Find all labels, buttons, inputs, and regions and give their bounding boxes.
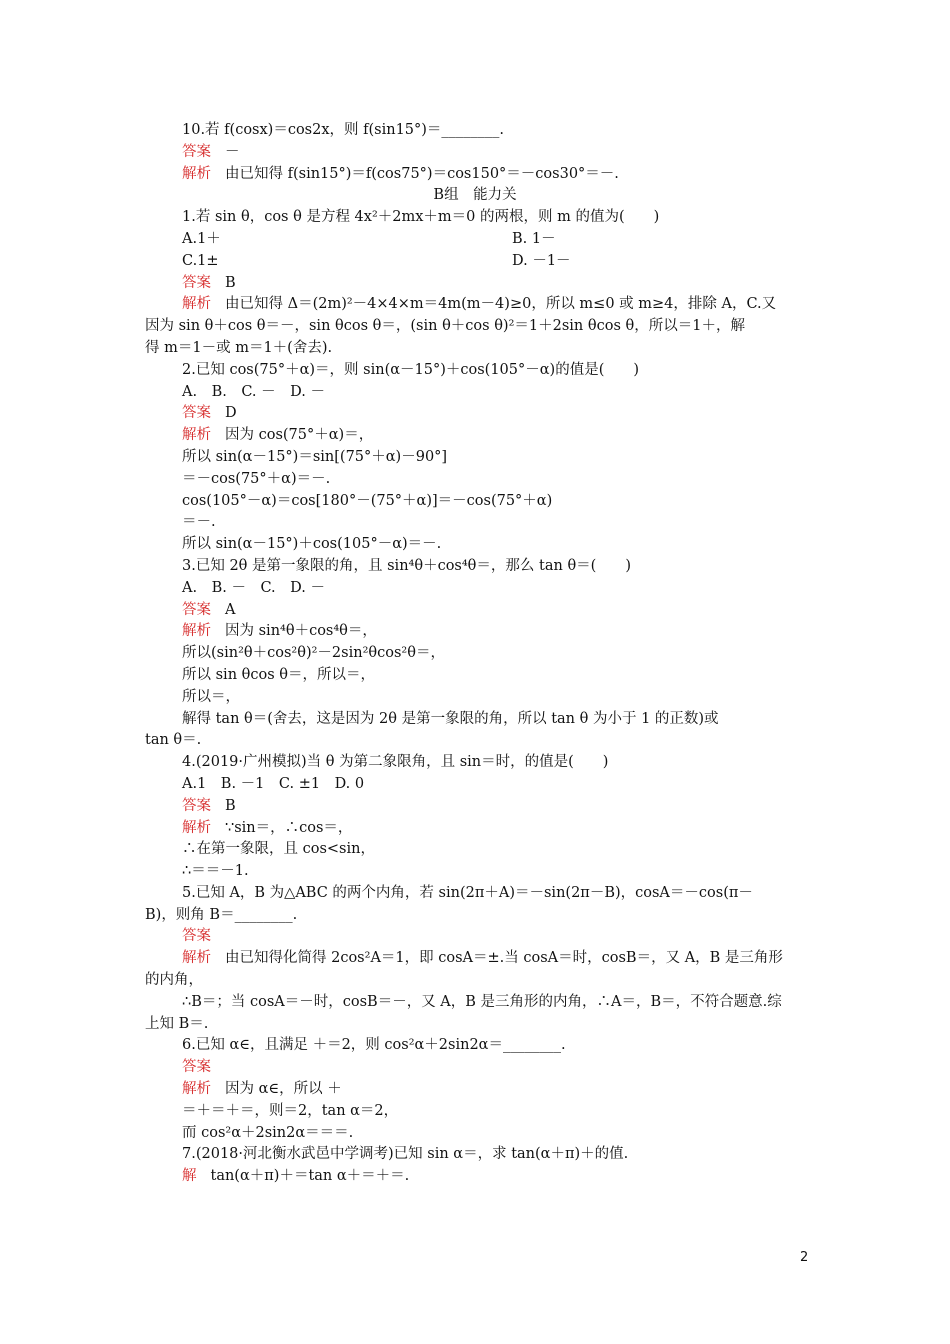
text-line: ＝＋＝＋＝，则＝2，tan α＝2，	[182, 1102, 399, 1119]
analysis-label: 解析	[182, 296, 211, 313]
text-line: 所以 sin θcos θ＝，所以＝，	[182, 666, 375, 683]
text-line: ∴＝＝－1.	[182, 863, 249, 880]
option-text: A.1＋	[182, 230, 221, 247]
analysis-line	[145, 1079, 805, 1101]
question-line: 4.(2019·广州模拟)当 θ 为第二象限角，且 sin＝时，的值是( )	[182, 754, 609, 771]
text-line: A. B. C. － D. －	[182, 383, 325, 400]
question-line: 6.已知 α∈，且满足 ＋＝2，则 cos²α＋2sin2α＝________.	[182, 1037, 566, 1054]
answer-line	[145, 273, 805, 295]
answer-label: 答案	[182, 405, 211, 422]
text-line: 所以 sin(α－15°)＝sin[(75°＋α)－90°]	[182, 448, 448, 465]
question-line: 2.已知 cos(75°＋α)＝，则 sin(α－15°)＋cos(105°－α)的值是( )	[182, 361, 640, 378]
text-line: 的内角，	[145, 972, 203, 989]
analysis-label: 解析	[182, 819, 211, 836]
line-text: D	[225, 405, 237, 422]
question-line: 7.(2018·河北衡水武邑中学调考)已知 sin α＝，求 tan(α＋π)＋的值.	[182, 1146, 629, 1163]
option-text: D. －1－	[512, 252, 571, 269]
option-row	[145, 251, 805, 273]
answer-label: 答案	[182, 274, 211, 291]
text-line: 所以＝，	[182, 688, 240, 705]
text-line: ＝－.	[182, 514, 216, 531]
line-text: 由已知得 f(sin15°)＝f(cos75°)＝cos150°＝－cos30°＝－.	[225, 165, 619, 182]
text-line: tan θ＝.	[145, 732, 202, 749]
answer-line	[145, 142, 805, 164]
line-text: －	[225, 143, 240, 160]
text-line: B)，则角 B＝________.	[145, 906, 298, 923]
answer-label: 答案	[182, 797, 211, 814]
line-text: 因为 cos(75°＋α)＝，	[225, 427, 374, 444]
line-text: 因为 α∈，所以 ＋	[225, 1081, 342, 1098]
analysis-label: 解析	[182, 1081, 211, 1098]
answer-label: 答案	[182, 1059, 211, 1076]
section-heading: B组 能力关	[433, 187, 517, 204]
analysis-label: 解	[182, 1168, 197, 1185]
text-line: 解得 tan θ＝(舍去，这是因为 2θ 是第一象限的角，所以 tan θ 为小于 1 的正数)或	[182, 710, 719, 727]
line-text: 因为 sin⁴θ＋cos⁴θ＝，	[225, 623, 377, 640]
analysis-label: 解析	[182, 950, 211, 967]
question-line: 5.已知 A，B 为△ABC 的两个内角，若 sin(2π＋A)＝－sin(2π－B)，cosA＝－cos(π－	[182, 884, 753, 901]
line-text: 由已知得化简得 2cos²A＝1，即 cosA＝±.当 cosA＝时，cosB＝，又 A，B 是三角形	[225, 950, 783, 967]
analysis-line	[145, 425, 805, 447]
line-text: B	[225, 797, 236, 814]
answer-label: 答案	[182, 143, 211, 160]
analysis-line	[145, 621, 805, 643]
text-line: ∴在第一象限，且 cos<sin，	[182, 841, 375, 858]
option-text: B. 1－	[512, 230, 556, 247]
option-text: C.1±	[182, 252, 219, 269]
analysis-line	[145, 1166, 805, 1188]
question-line: 10.若 f(cosx)＝cos2x，则 f(sin15°)＝________.	[182, 122, 505, 138]
page-number: 2	[800, 1250, 809, 1265]
page-content	[145, 120, 805, 1188]
text-line: 所以(sin²θ＋cos²θ)²－2sin²θcos²θ＝，	[182, 645, 445, 662]
answer-line	[145, 600, 805, 622]
line-text: B	[225, 274, 236, 291]
text-line: A. B. － C. D. －	[182, 579, 325, 596]
answer-label: 答案	[182, 928, 211, 945]
line-text: ∵sin＝，∴cos＝，	[225, 819, 353, 836]
answer-line	[145, 796, 805, 818]
option-row	[145, 229, 805, 251]
analysis-line	[145, 948, 805, 970]
text-line: cos(105°－α)＝cos[180°－(75°＋α)]＝－cos(75°＋α)	[182, 492, 553, 509]
analysis-label: 解析	[182, 165, 211, 182]
line-text: 由已知得 Δ＝(2m)²－4×4×m＝4m(m－4)≥0，所以 m≤0 或 m≥4，排除 A，C.又	[225, 296, 777, 313]
analysis-line	[145, 818, 805, 840]
line-text: A	[225, 601, 236, 618]
analysis-line	[145, 294, 805, 316]
text-line: 得 m＝1－或 m＝1＋(舍去).	[145, 339, 333, 356]
question-line: 1.若 sin θ，cos θ 是方程 4x²＋2mx＋m＝0 的两根，则 m 的值为( )	[182, 209, 660, 226]
text-line: 而 cos²α＋2sin2α＝＝＝.	[182, 1124, 354, 1141]
text-line: 所以 sin(α－15°)＋cos(105°－α)＝－.	[182, 536, 442, 553]
answer-line	[145, 403, 805, 425]
analysis-label: 解析	[182, 623, 211, 640]
answer-label: 答案	[182, 601, 211, 618]
text-line: ∴B＝；当 cosA＝－时，cosB＝－，又 A，B 是三角形的内角，∴A＝，B＝，不符合题意.综	[182, 993, 782, 1010]
text-line: 因为 sin θ＋cos θ＝－，sin θcos θ＝，(sin θ＋cos θ)²＝1＋2sin θcos θ，所以＝1＋，解	[145, 318, 745, 335]
answer-line	[145, 1057, 805, 1079]
analysis-label: 解析	[182, 427, 211, 444]
question-line: 3.已知 2θ 是第一象限的角，且 sin⁴θ＋cos⁴θ＝，那么 tan θ＝( )	[182, 557, 631, 574]
answer-line	[145, 926, 805, 948]
analysis-line	[145, 164, 805, 186]
text-line: 上知 B＝.	[145, 1015, 209, 1032]
line-text: tan(α＋π)＋＝tan α＋＝＋＝.	[210, 1168, 410, 1185]
text-line: A.1 B. －1 C. ±1 D. 0	[182, 775, 365, 792]
text-line: ＝－cos(75°＋α)＝－.	[182, 470, 331, 487]
